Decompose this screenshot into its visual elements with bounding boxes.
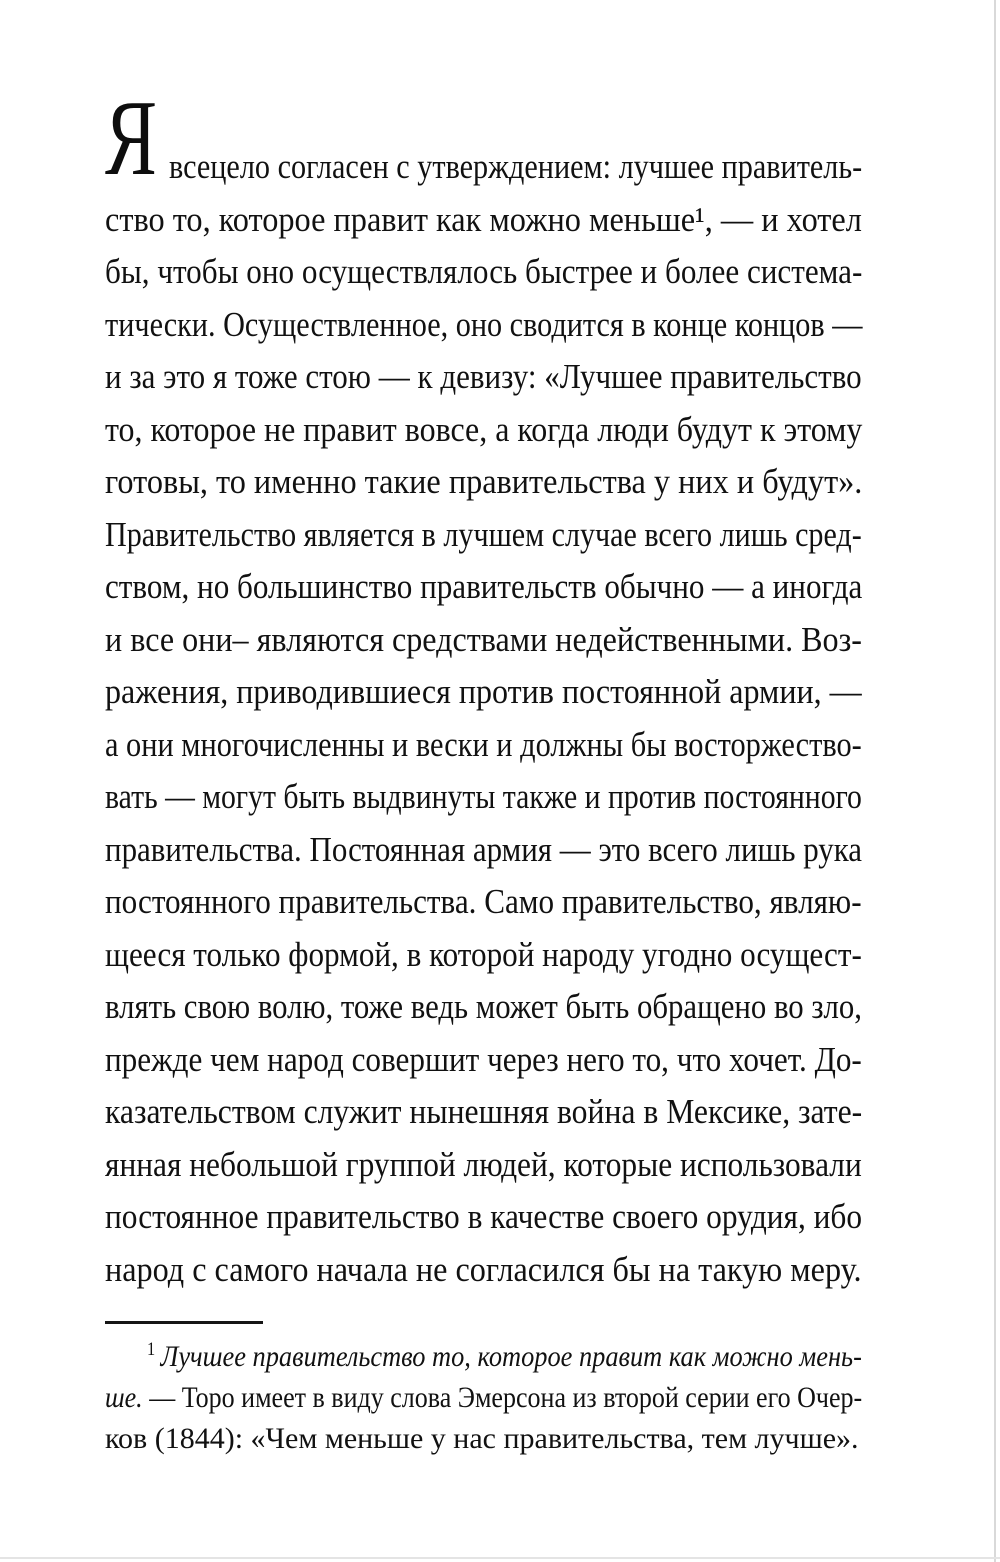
footnote-line (105, 1336, 862, 1377)
footnote-line (105, 1418, 862, 1459)
footnote-text: ков (1844): «Чем меньше у нас правительства, тем лучше». (105, 1422, 859, 1455)
text-line: готовы, то именно такие правительства у них и будут». (105, 462, 863, 501)
text-line: вать — могут быть выдвинуты также и против постоянного (105, 777, 862, 816)
drop-cap-letter: Я (105, 79, 157, 198)
text-line: Правительство является в лучшем случае всего лишь сред- (105, 514, 862, 554)
text-line: щееся только формой, в которой народу угодно осущест- (105, 934, 862, 974)
text-line: тически. Осуществленное, оно сводится в конце концов — (105, 304, 863, 344)
text-line: народ с самого начала не согласился бы на такую меру. (105, 1249, 862, 1289)
text-line: и все они– являются средствами недейственными. Воз- (105, 619, 862, 659)
text-line: казательством служит нынешняя война в Мексике, зате- (105, 1092, 863, 1131)
footnote-italic-text: ше. (105, 1381, 143, 1414)
footnote-marker: 1 (147, 1339, 156, 1360)
footnote-line (105, 1377, 862, 1418)
text-line: то, которое не правит вовсе, а когда люди будут к этому (105, 409, 863, 449)
text-line: прежде чем народ совершит через него то, что хочет. До- (105, 1039, 862, 1079)
footnote-italic-text: Лучшее правительство то, которое правит как можно мень- (160, 1340, 862, 1373)
text-line: всецело согласен с утверждением: лучшее правитель- (169, 147, 863, 186)
text-line: правительства. Постоянная армия — это всего лишь рука (105, 829, 863, 869)
text-line: а они многочисленны и вески и должны бы восторжество- (105, 724, 862, 764)
main-text (105, 79, 863, 1296)
text-line: янная небольшой группой людей, которые использовали (105, 1144, 862, 1184)
scan-edge-bottom (0, 1557, 1000, 1559)
text-line: ство то, которое правит как можно меньше¹, — и хотел (105, 199, 862, 239)
text-line: и за это я тоже стою — к девизу: «Лучшее правительство (105, 357, 862, 396)
text-line: постоянное правительство в качестве своего орудия, ибо (105, 1197, 863, 1236)
footnote-text: — Торо имеет в виду слова Эмерсона из второй серии его Очер- (142, 1381, 863, 1414)
footnote-rule (105, 1321, 263, 1324)
text-line: ражения, приводившиеся против постоянной армии, — (105, 672, 862, 711)
text-line: бы, чтобы оно осуществлялось быстрее и более система- (105, 252, 863, 291)
text-line: влять свою волю, тоже ведь может быть обращено во зло, (105, 987, 862, 1026)
text-line: ством, но большинство правительств обычно — а иногда (105, 567, 863, 606)
text-line: постоянного правительства. Само правительство, являю- (105, 882, 862, 921)
footnote (105, 1336, 862, 1459)
scan-edge-right (994, 0, 996, 1562)
